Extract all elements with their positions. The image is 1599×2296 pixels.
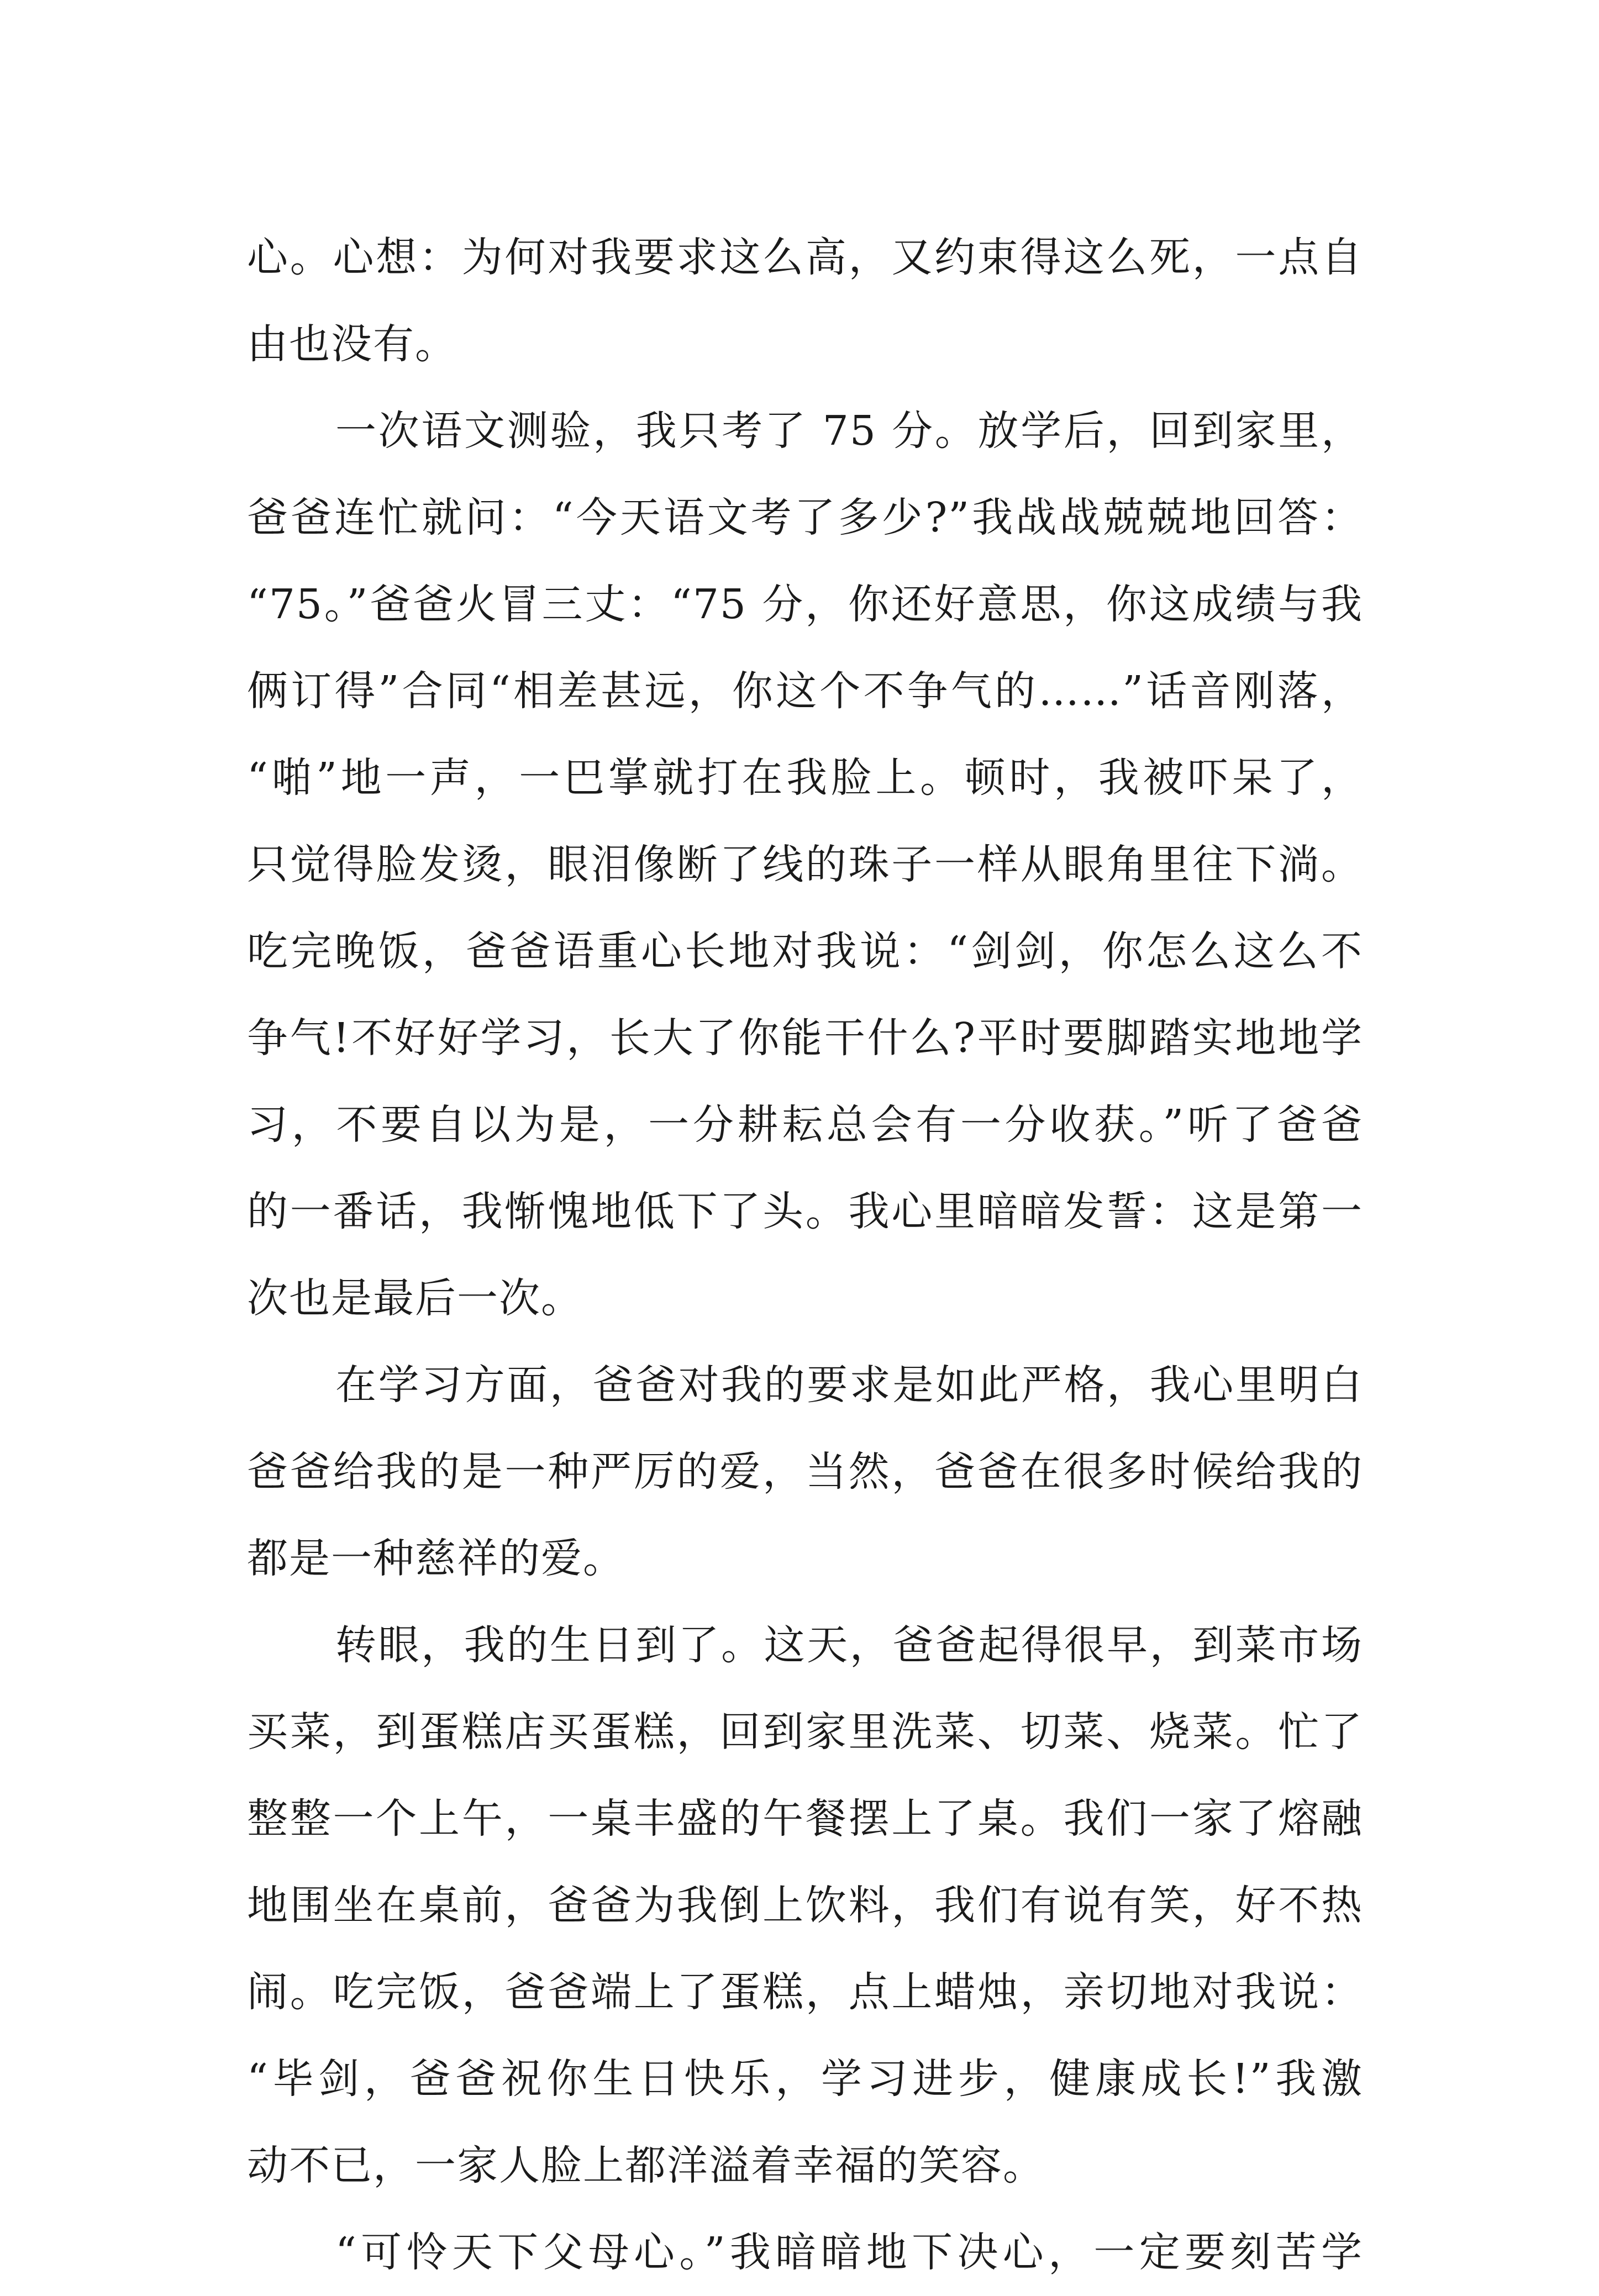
text-line [247, 648, 1363, 735]
line-text: 闹。吃完饭，爸爸端上了蛋糕，点上蜡烛，亲切地对我说： [247, 1968, 1363, 2016]
text-line: 都是一种慈祥的爱。 [247, 1535, 625, 1582]
text-line [247, 1168, 1363, 1255]
line-text: 俩订得”合同“相差甚远，你这个不争气的……”话音刚落， [247, 667, 1363, 715]
text-line [247, 1342, 1363, 1429]
text-line [247, 908, 1363, 995]
line-text: 买菜，到蛋糕店买蛋糕，回到家里洗菜、切菜、烧菜。忙了 [247, 1708, 1363, 1756]
line-text: 在学习方面，爸爸对我的要求是如此严格，我心里明白 [335, 1361, 1363, 1409]
text-line [247, 1949, 1363, 2036]
line-text: 的一番话，我惭愧地低下了头。我心里暗暗发誓：这是第一 [247, 1188, 1363, 1235]
line-text: “75。”爸爸火冒三丈：“75 分，你还好意思，你这成绩与我 [247, 581, 1363, 628]
line-text: 只觉得脸发烫，眼泪像断了线的珠子一样从眼角里往下淌。 [247, 841, 1363, 888]
text-line [247, 995, 1363, 1082]
text-line [247, 475, 1363, 561]
text-line [247, 1429, 1363, 1515]
line-text: “可怜天下父母心。”我暗暗地下决心，一定要刻苦学 [335, 2229, 1363, 2276]
line-text: 爸爸给我的是一种严厉的爱，当然，爸爸在很多时候给我的 [247, 1448, 1363, 1495]
line-text: 吃完晚饭，爸爸语重心长地对我说：“剑剑，你怎么这么不 [247, 928, 1363, 975]
text-line [247, 1602, 1363, 1689]
text-line: 由也没有。 [247, 320, 457, 368]
essay-body [247, 214, 1363, 2296]
text-line [247, 1776, 1363, 1862]
line-text: 争气!不好好学习，长大了你能干什么?平时要脚踏实地地学 [247, 1014, 1363, 1062]
line-text: 整整一个上午，一桌丰盛的午餐摆上了桌。我们一家了熔融 [247, 1795, 1363, 1842]
text-line [247, 1082, 1363, 1168]
text-line [247, 561, 1363, 648]
text-line: 动不已，一家人脸上都洋溢着幸福的笑容。 [247, 2142, 1045, 2189]
line-text: 转眼，我的生日到了。这天，爸爸起得很早，到菜市场 [335, 1621, 1363, 1669]
text-line [247, 821, 1363, 908]
line-text: 习，不要自以为是，一分耕耘总会有一分收获。”听了爸爸 [247, 1101, 1363, 1149]
line-text: “毕剑，爸爸祝你生日快乐，学习进步，健康成长!”我激 [247, 2055, 1363, 2103]
line-text: 心。心想：为何对我要求这么高，又约束得这么死，一点自 [247, 234, 1363, 281]
line-text: 地围坐在桌前，爸爸为我倒上饮料，我们有说有笑，好不热 [247, 1882, 1363, 1929]
text-line [247, 735, 1363, 821]
text-line [247, 1862, 1363, 1949]
text-line [247, 2036, 1363, 2123]
text-line [247, 2209, 1363, 2296]
line-text: 爸爸连忙就问：“今天语文考了多少?”我战战兢兢地回答： [247, 494, 1363, 541]
line-text: “啪”地一声，一巴掌就打在我脸上。顿时，我被吓呆了， [247, 754, 1363, 802]
text-line [247, 388, 1363, 475]
line-text: 一次语文测验，我只考了 75 分。放学后，回到家里， [335, 407, 1363, 455]
text-line: 次也是最后一次。 [247, 1275, 583, 1322]
text-line [247, 1689, 1363, 1776]
text-line [247, 214, 1363, 301]
